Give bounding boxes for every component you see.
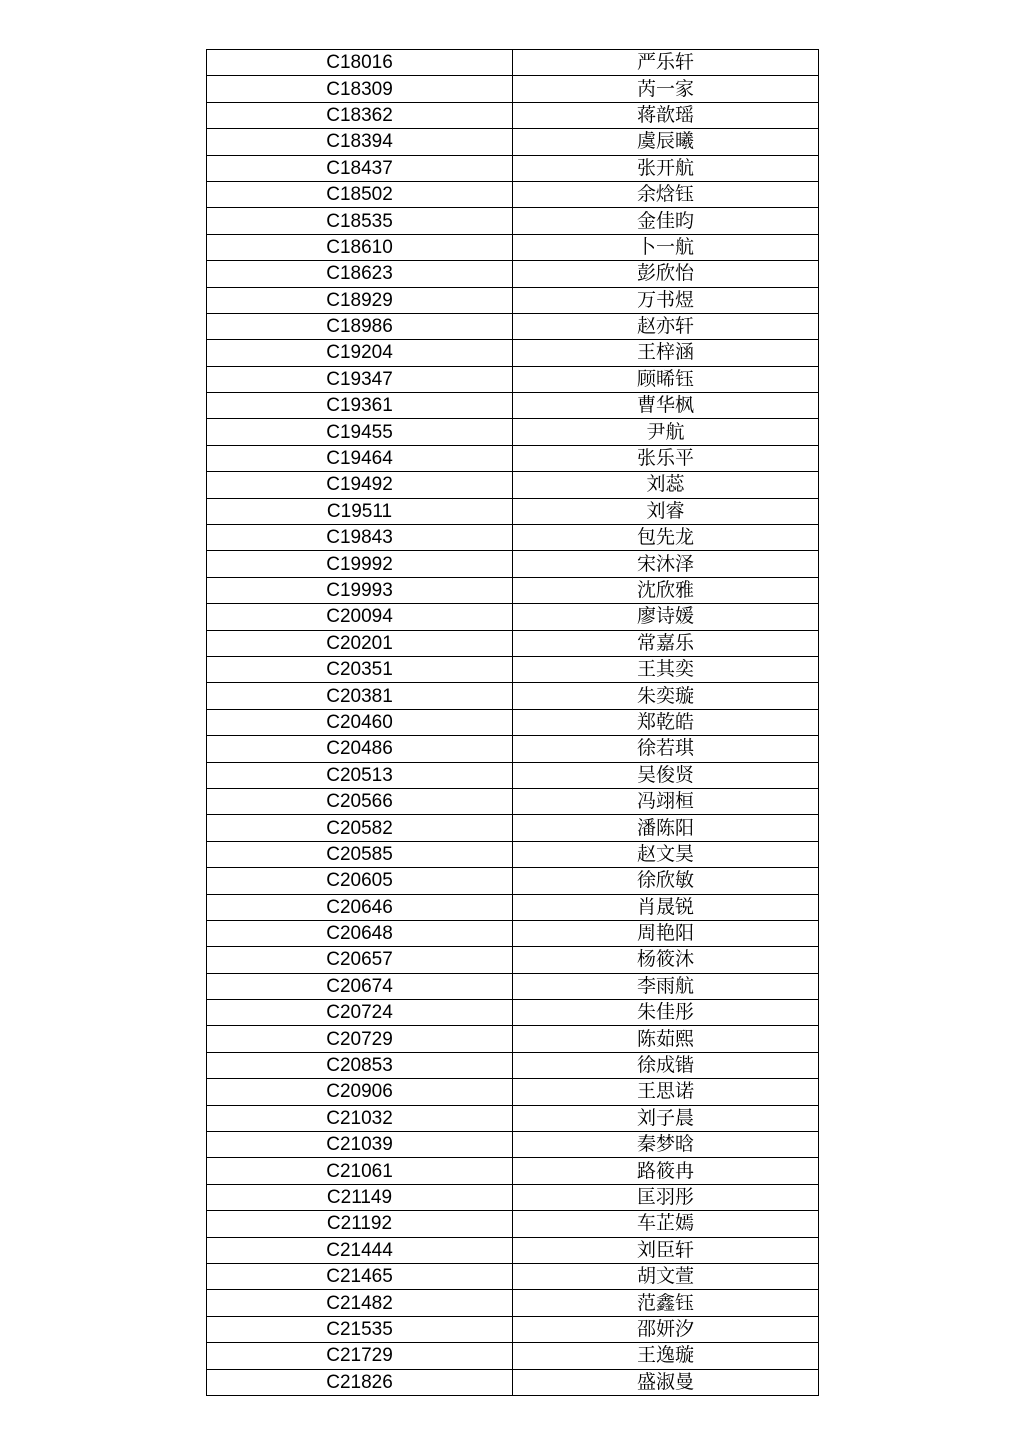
table-row [207,947,819,973]
roster-sheet [206,49,818,1396]
student-id-cell: C18437 [207,155,513,181]
student-id-cell: C20460 [207,709,513,735]
student-id-cell: C20513 [207,762,513,788]
student-id-cell: C20674 [207,973,513,999]
student-id-cell: C19204 [207,340,513,366]
student-id-cell: C18929 [207,287,513,313]
student-name-cell: 陈茹熙 [513,1026,819,1052]
table-row [207,498,819,524]
table-row [207,815,819,841]
student-id-cell: C21826 [207,1369,513,1395]
student-id-cell: C18016 [207,50,513,76]
student-name-cell: 王逸璇 [513,1343,819,1369]
student-name-cell: 宋沐泽 [513,551,819,577]
student-id-cell: C20351 [207,656,513,682]
student-name-cell: 包先龙 [513,525,819,551]
student-id-cell: C18610 [207,234,513,260]
student-name-cell: 吴俊贤 [513,762,819,788]
table-row [207,551,819,577]
table-row [207,50,819,76]
student-id-cell: C21729 [207,1343,513,1369]
student-id-cell: C20724 [207,1000,513,1026]
student-name-cell: 王其奕 [513,656,819,682]
table-row [207,1105,819,1131]
table-row [207,1158,819,1184]
student-name-cell: 沈欣雅 [513,577,819,603]
student-id-cell: C21039 [207,1132,513,1158]
student-name-cell: 芮一家 [513,76,819,102]
table-row [207,656,819,682]
student-id-cell: C19464 [207,445,513,471]
student-name-cell: 徐欣敏 [513,868,819,894]
student-id-cell: C19992 [207,551,513,577]
student-id-cell: C20648 [207,920,513,946]
table-row [207,366,819,392]
student-name-cell: 严乐轩 [513,50,819,76]
table-row [207,313,819,339]
student-name-cell: 尹航 [513,419,819,445]
table-row [207,630,819,656]
student-name-cell: 胡文萱 [513,1263,819,1289]
table-row [207,841,819,867]
student-id-cell: C20381 [207,683,513,709]
student-name-cell: 蒋歆瑶 [513,102,819,128]
student-name-cell: 万书煜 [513,287,819,313]
table-row [207,1000,819,1026]
table-row [207,525,819,551]
student-name-cell: 余焓钰 [513,181,819,207]
student-name-cell: 金佳昀 [513,208,819,234]
student-name-cell: 彭欣怡 [513,261,819,287]
student-name-cell: 朱奕璇 [513,683,819,709]
student-id-cell: C19492 [207,472,513,498]
student-id-cell: C20729 [207,1026,513,1052]
table-row [207,736,819,762]
student-id-cell: C20585 [207,841,513,867]
student-name-cell: 顾晞钰 [513,366,819,392]
student-name-cell: 刘蕊 [513,472,819,498]
student-name-cell: 王梓涵 [513,340,819,366]
table-row [207,1237,819,1263]
student-id-cell: C19511 [207,498,513,524]
table-row [207,762,819,788]
table-row [207,76,819,102]
student-name-cell: 曹华枫 [513,393,819,419]
table-row [207,604,819,630]
student-id-cell: C20201 [207,630,513,656]
student-name-cell: 秦梦晗 [513,1132,819,1158]
table-row [207,683,819,709]
student-id-cell: C20906 [207,1079,513,1105]
table-row [207,1132,819,1158]
student-name-cell: 李雨航 [513,973,819,999]
student-id-cell: C19843 [207,525,513,551]
table-row [207,1290,819,1316]
table-row [207,1052,819,1078]
student-name-cell: 郑乾皓 [513,709,819,735]
student-id-cell: C21465 [207,1263,513,1289]
student-name-cell: 王思诺 [513,1079,819,1105]
student-id-cell: C18623 [207,261,513,287]
student-id-cell: C20094 [207,604,513,630]
student-id-cell: C20566 [207,788,513,814]
student-name-cell: 潘陈阳 [513,815,819,841]
table-row [207,419,819,445]
table-row [207,1316,819,1342]
student-id-cell: C18535 [207,208,513,234]
student-name-cell: 徐若琪 [513,736,819,762]
student-id-cell: C18394 [207,129,513,155]
student-name-cell: 常嘉乐 [513,630,819,656]
table-row [207,234,819,260]
student-id-cell: C20582 [207,815,513,841]
student-name-cell: 盛淑曼 [513,1369,819,1395]
table-row [207,208,819,234]
table-row [207,102,819,128]
student-id-cell: C20646 [207,894,513,920]
student-name-cell: 刘睿 [513,498,819,524]
student-id-cell: C21535 [207,1316,513,1342]
table-row [207,788,819,814]
student-id-cell: C18309 [207,76,513,102]
student-name-cell: 卜一航 [513,234,819,260]
table-row [207,129,819,155]
student-name-cell: 路筱冉 [513,1158,819,1184]
table-row [207,472,819,498]
roster-table-body [207,50,819,1396]
student-id-cell: C21061 [207,1158,513,1184]
student-name-cell: 周艳阳 [513,920,819,946]
student-name-cell: 车芷嫣 [513,1211,819,1237]
table-row [207,1343,819,1369]
table-row [207,261,819,287]
table-row [207,1184,819,1210]
table-row [207,1026,819,1052]
student-name-cell: 冯翊桓 [513,788,819,814]
table-row [207,181,819,207]
student-id-cell: C20657 [207,947,513,973]
student-id-cell: C21149 [207,1184,513,1210]
student-name-cell: 邵妍汐 [513,1316,819,1342]
table-row [207,1211,819,1237]
student-name-cell: 刘子晨 [513,1105,819,1131]
student-id-cell: C21032 [207,1105,513,1131]
table-row [207,868,819,894]
student-name-cell: 张开航 [513,155,819,181]
student-name-cell: 肖晟锐 [513,894,819,920]
student-name-cell: 廖诗媛 [513,604,819,630]
table-row [207,577,819,603]
student-id-cell: C19361 [207,393,513,419]
table-row [207,920,819,946]
table-row [207,287,819,313]
table-row [207,1263,819,1289]
table-row [207,1079,819,1105]
student-name-cell: 赵亦轩 [513,313,819,339]
student-name-cell: 刘臣轩 [513,1237,819,1263]
student-name-cell: 赵文昊 [513,841,819,867]
student-name-cell: 范鑫钰 [513,1290,819,1316]
table-row [207,155,819,181]
student-name-cell: 虞辰曦 [513,129,819,155]
student-id-cell: C19993 [207,577,513,603]
student-id-cell: C20486 [207,736,513,762]
table-row [207,894,819,920]
student-id-cell: C18986 [207,313,513,339]
table-row [207,445,819,471]
student-id-cell: C18502 [207,181,513,207]
student-name-cell: 朱佳彤 [513,1000,819,1026]
table-row [207,393,819,419]
roster-table [206,49,819,1396]
table-row [207,709,819,735]
student-id-cell: C21192 [207,1211,513,1237]
student-id-cell: C18362 [207,102,513,128]
student-name-cell: 徐成锴 [513,1052,819,1078]
student-id-cell: C20605 [207,868,513,894]
table-row [207,340,819,366]
student-id-cell: C21482 [207,1290,513,1316]
student-name-cell: 张乐平 [513,445,819,471]
student-id-cell: C19455 [207,419,513,445]
table-row [207,973,819,999]
student-name-cell: 匡羽彤 [513,1184,819,1210]
student-id-cell: C21444 [207,1237,513,1263]
student-id-cell: C19347 [207,366,513,392]
table-row [207,1369,819,1395]
student-name-cell: 杨筱沐 [513,947,819,973]
student-id-cell: C20853 [207,1052,513,1078]
